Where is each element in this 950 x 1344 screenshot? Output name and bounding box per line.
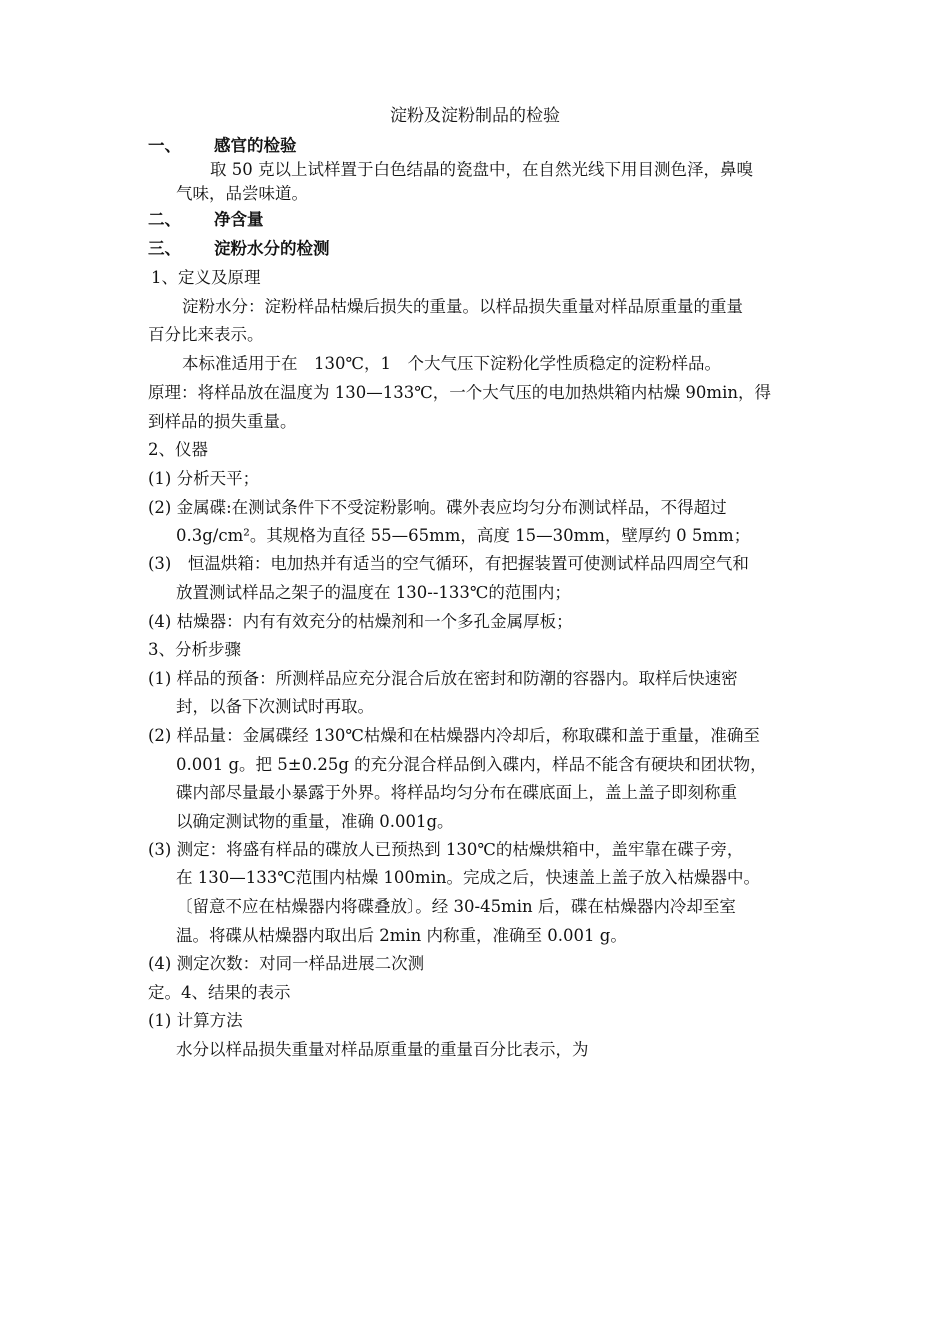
paragraph-line: 水分以样品损失重量对样品原重量的重量百分比表示，为 [176,1040,589,1059]
list-item-continuation: 碟内部尽量最小暴露于外界。将样品均匀分布在碟底面上，盖上盖子即刻称重 [176,783,737,802]
list-item-continuation: 0.001 g。把 5±0.25g 的充分混合样品倒入碟内，样品不能含有硬块和团状物， [176,755,767,774]
section-number: 三、 [148,239,181,258]
section-number: 二、 [148,210,181,229]
subheading-instruments: 2、仪器 [148,440,208,459]
subheading-definition: 1、定义及原理 [151,268,261,287]
subheading-procedure: 3、分析步骤 [148,640,241,659]
section-title: 感官的检验 [214,136,297,155]
paragraph-line: 气味，品尝味道。 [176,184,308,203]
paragraph-line: 本标准适用于在 130℃，1 个大气压下淀粉化学性质稳定的淀粉样品。 [182,354,721,373]
paragraph-line: 百分比来表示。 [148,325,264,344]
list-item-continuation: 〔留意不应在枯燥器内将碟叠放〕。经 30-45min 后，碟在枯燥器内冷却至室 [176,897,736,916]
document-title: 淀粉及淀粉制品的检验 [390,106,560,126]
list-item-continuation: 定。4、结果的表示 [148,983,291,1002]
paragraph-line: 到样品的损失重量。 [148,412,297,431]
section-title: 淀粉水分的检测 [214,239,330,258]
paragraph-line: 淀粉水分：淀粉样品枯燥后损失的重量。以样品损失重量对样品原重量的重量 [182,297,743,316]
list-item: (4) 测定次数：对同一样品进展二次测 [148,954,425,973]
list-item: (3) 恒温烘箱：电加热并有适当的空气循环，有把握装置可使测试样品四周空气和 [148,554,749,573]
section-number: 一、 [148,136,181,155]
list-item-continuation: 以确定测试物的重量，准确 0.001g。 [176,812,454,831]
list-item: (3) 测定：将盛有样品的碟放人已预热到 130℃的枯燥烘箱中，盖牢靠在碟子旁， [148,840,744,859]
paragraph-line: 原理：将样品放在温度为 130—133℃，一个大气压的电加热烘箱内枯燥 90min，得 [148,383,771,402]
list-item: (2) 金属碟:在测试条件下不受淀粉影响。碟外表应均匀分布测试样品，不得超过 [148,498,727,517]
list-item-continuation: 放置测试样品之架子的温度在 130--133℃的范围内； [176,583,571,602]
list-item-continuation: 在 130—133℃范围内枯燥 100min。完成之后，快速盖上盖子放入枯燥器中。 [176,868,760,887]
list-item-continuation: 封，以备下次测试时再取。 [176,697,374,716]
list-item: (1) 样品的预备：所测样品应充分混合后放在密封和防潮的容器内。取样后快速密 [148,669,738,688]
list-item: (1) 分析天平； [148,469,260,488]
list-item-continuation: 温。将碟从枯燥器内取出后 2min 内称重，准确至 0.001 g。 [176,926,627,945]
paragraph-line: 取 50 克以上试样置于白色结晶的瓷盘中，在自然光线下用目测色泽，鼻嗅 [210,160,753,179]
section-title: 净含量 [214,210,264,229]
list-item: (1) 计算方法 [148,1011,243,1030]
list-item-continuation: 0.3g/cm²。其规格为直径 55—65mm，高度 15—30mm，壁厚约 0 5mm； [176,526,751,545]
list-item: (2) 样品量：金属碟经 130℃枯燥和在枯燥器内冷却后，称取碟和盖于重量，准确至 [148,726,760,745]
list-item: (4) 枯燥器：内有有效充分的枯燥剂和一个多孔金属厚板； [148,612,573,631]
